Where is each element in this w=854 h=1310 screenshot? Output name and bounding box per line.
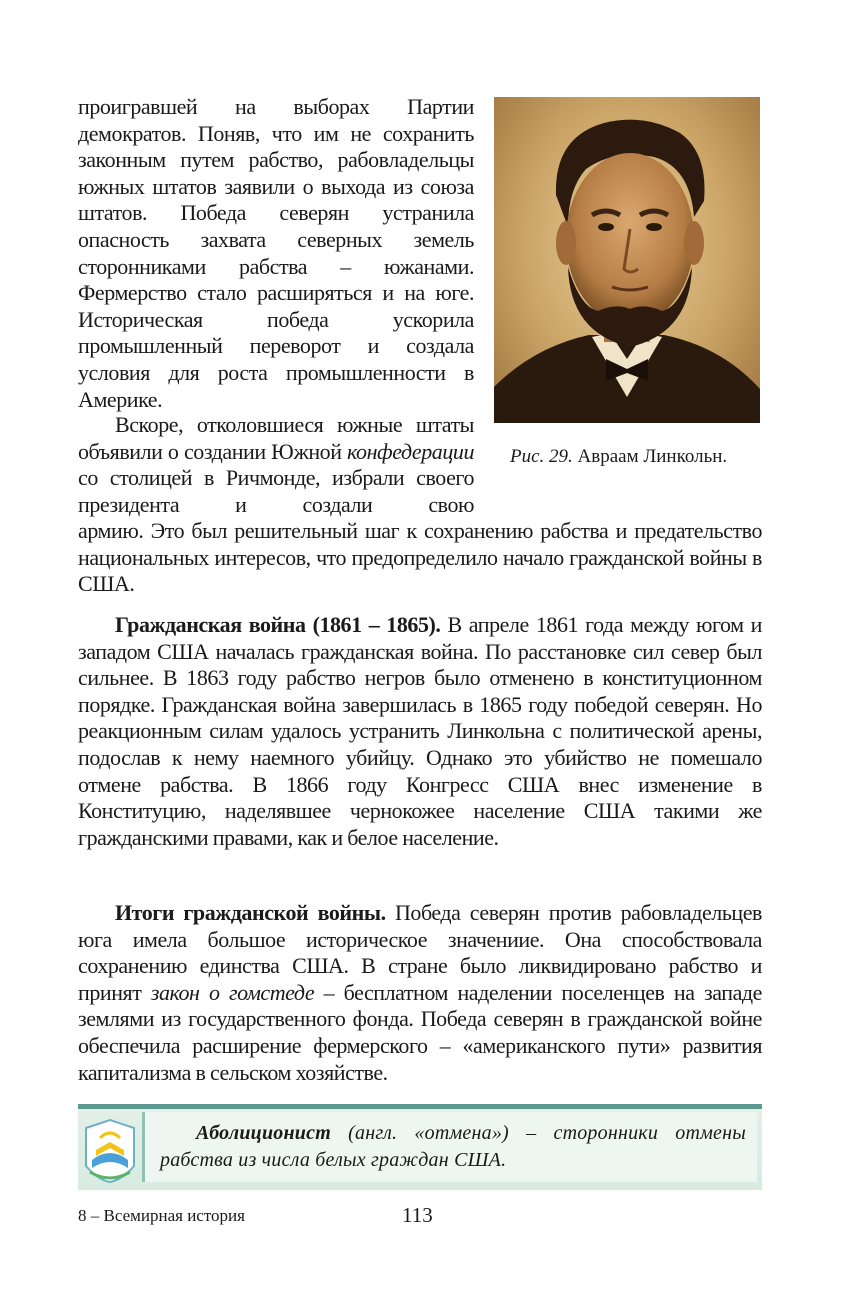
paragraph-2-continuation: армию. Это был решительный шаг к сохранению рабства и предательство национальных интересов, что предопределило начало гражданской войны в США. <box>78 518 762 597</box>
book-icon <box>82 1116 138 1186</box>
paragraph-1: проигравшей на выборах Партии демократов. Поняв, что им не сохранить законным путем рабство, рабовладельцы южных штатов заявили о выхода из союза штатов. Победа северян устранила опасность захвата северных земель сторонниками рабства – южанами. Фермерство стало расширяться и на юге. Историческая победа ускорила промышленный переворот и создала условия для роста промышленности в Америке. <box>78 94 474 412</box>
paragraph-2-end: со столицей в Ричмонде, избрали своего президента и создали свою <box>78 465 474 517</box>
term-homestead-act: закон о гомстеде <box>150 979 315 1005</box>
definition-text <box>160 1120 746 1174</box>
definition-term: Аболиционист <box>196 1122 331 1144</box>
heading-war-results: Итоги гражданской войны. <box>115 900 386 925</box>
paragraph-civil-war-text: В апреле 1861 года между югом и западом США началась гражданская война. По расстановке сил север был сильнее. В 1863 году рабство негров было отменено в конституционном порядке. Гражданская война завершилась в 1865 году победой северян. Но реакционным силам удалось устранить Линкольна с политической арены, подослав к нему наемного убийцу. Однако это убийство не помешало отмене рабства. В 1866 году Конгресс США внес изменение в Конституцию, наделявшее чернокожее население США такими же гражданскими правами, как и белое население. <box>78 612 762 850</box>
paragraph-2 <box>78 412 474 518</box>
paragraph-war-results-text-2: – бесплатном наделении поселенцев на западе землями из государственного фонда. Победа северян в гражданской войне обеспечила расширение фермерского – «американского пути» развития капитализма в сельском хозяйстве. <box>78 979 762 1085</box>
heading-civil-war: Гражданская война (1861 – 1865). <box>115 612 441 637</box>
figure-number: Рис. 29. <box>510 446 573 467</box>
paragraph-2-start: Вскоре, отколовшиеся южные штаты объявили о создании Южной <box>78 412 474 464</box>
figure-caption <box>510 446 770 468</box>
paragraph-civil-war <box>78 612 762 851</box>
portrait-illustration <box>494 97 760 423</box>
definition-body: (англ. «отмена») – сторонники отмены рабства из числа белых граждан США. <box>160 1122 746 1171</box>
definition-box <box>78 1104 762 1190</box>
paragraph-war-results-text-1: Победа северян против рабовладельцев юга имела большое историческое значениие. Она способствовала сохранению единства США. В стране было ликвидировано рабство и принят <box>78 900 762 1005</box>
figure-caption-text: Авраам Линкольн. <box>577 446 728 467</box>
definition-box-stripe <box>78 1104 762 1109</box>
lincoln-portrait <box>494 97 760 423</box>
term-confederation: конфедерации <box>347 438 474 464</box>
footer-book-title: 8 – Всемирная история <box>78 1206 245 1225</box>
paragraph-war-results <box>78 900 762 1086</box>
page-number: 113 <box>402 1203 433 1227</box>
